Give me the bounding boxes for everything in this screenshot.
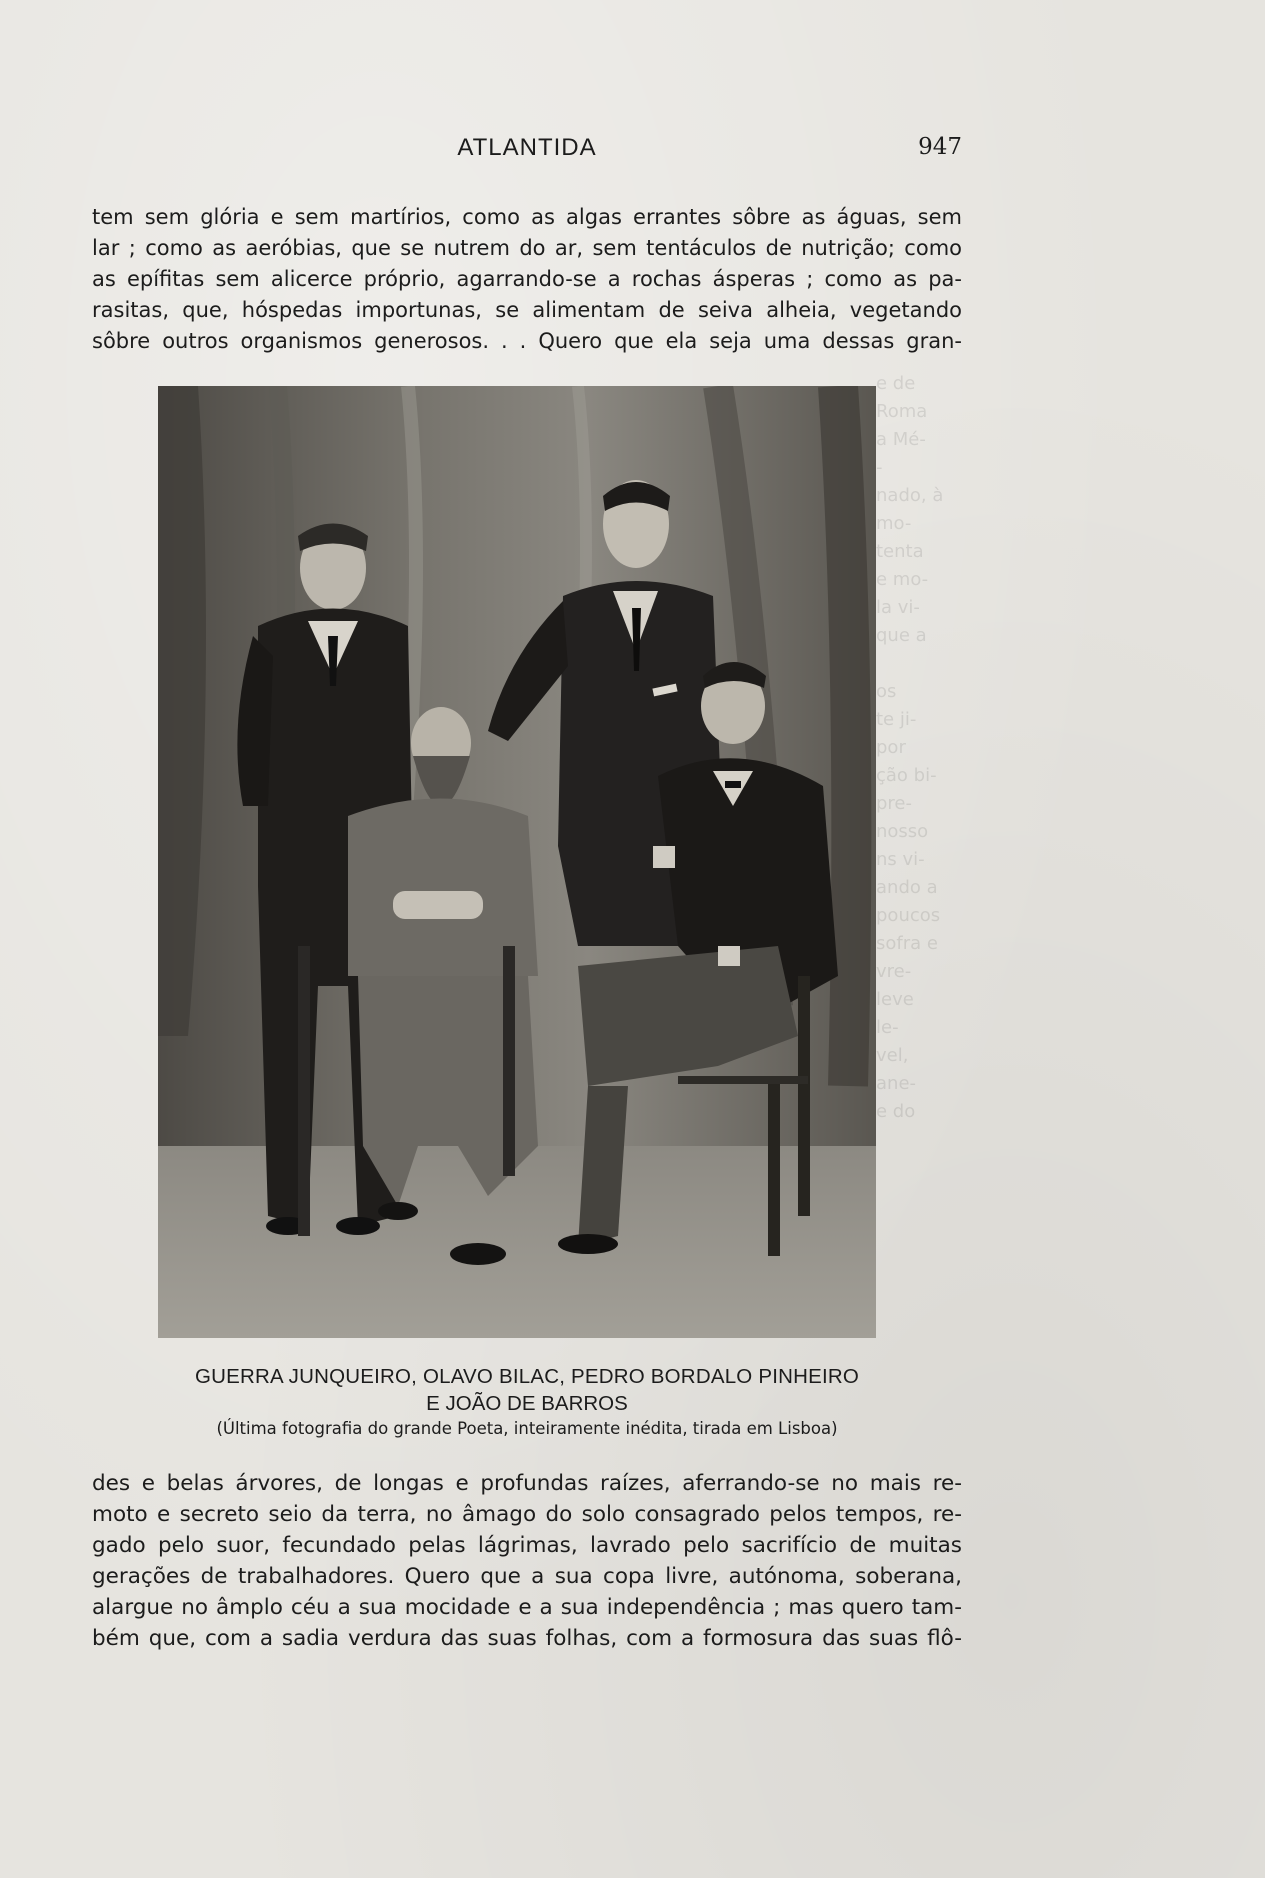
text-line: gado pelo suor, fecundado pelas lágrimas, lavrado pelo sacrifício de muitas bbox=[92, 1533, 962, 1558]
caption-names-cont: E JOÃO DE BARROS bbox=[426, 1392, 628, 1415]
top-paragraph bbox=[92, 202, 962, 357]
caption-note: (Última fotografia do grande Poeta, inteiramente inédita, tirada em Lisboa) bbox=[216, 1419, 838, 1438]
text-line: moto e secreto seio da terra, no âmago do solo consagrado pelos tempos, re- bbox=[92, 1502, 962, 1527]
text-line: rasitas, que, hóspedas importunas, se alimentam de seiva alheia, vegetando bbox=[92, 298, 962, 322]
text-line: gerações de trabalhadores. Quero que a sua copa livre, autónoma, soberana, bbox=[92, 1564, 962, 1589]
running-header bbox=[92, 134, 962, 170]
page-number: 947 bbox=[918, 134, 962, 160]
text-line: bém que, com a sadia verdura das suas folhas, com a formosura das suas flô- bbox=[92, 1626, 962, 1651]
group-portrait-photo bbox=[158, 386, 876, 1338]
text-line: tem sem glória e sem martírios, como as algas errantes sôbre as águas, sem bbox=[92, 205, 962, 229]
text-line: as epífitas sem alicerce próprio, agarrando-se a rochas ásperas ; como as pa- bbox=[92, 267, 962, 291]
bottom-paragraph bbox=[92, 1468, 962, 1654]
text-line: des e belas árvores, de longas e profundas raízes, aferrando-se no mais re- bbox=[92, 1471, 962, 1496]
running-title: ATLANTIDA bbox=[457, 134, 597, 161]
text-line: alargue no âmplo céu a sua mocidade e a sua independência ; mas quero tam- bbox=[92, 1595, 962, 1620]
caption-names: GUERRA JUNQUEIRO, OLAVO BILAC, PEDRO BORDALO PINHEIRO bbox=[194, 1365, 860, 1388]
bleed-through-text: e de Roma a Mé- - nado, à mo- tenta e mo- la vi- que a os te ji- por ção bi- pre- nosso ns vi- ando a poucos sofra e vre- leve le- vel, ane- e do bbox=[876, 373, 944, 1122]
text-line: sôbre outros organismos generosos. . . Quero que ela seja uma dessas gran- bbox=[92, 329, 962, 353]
text-line: lar ; como as aeróbias, que se nutrem do ar, sem tentáculos de nutrição; como bbox=[92, 236, 962, 260]
